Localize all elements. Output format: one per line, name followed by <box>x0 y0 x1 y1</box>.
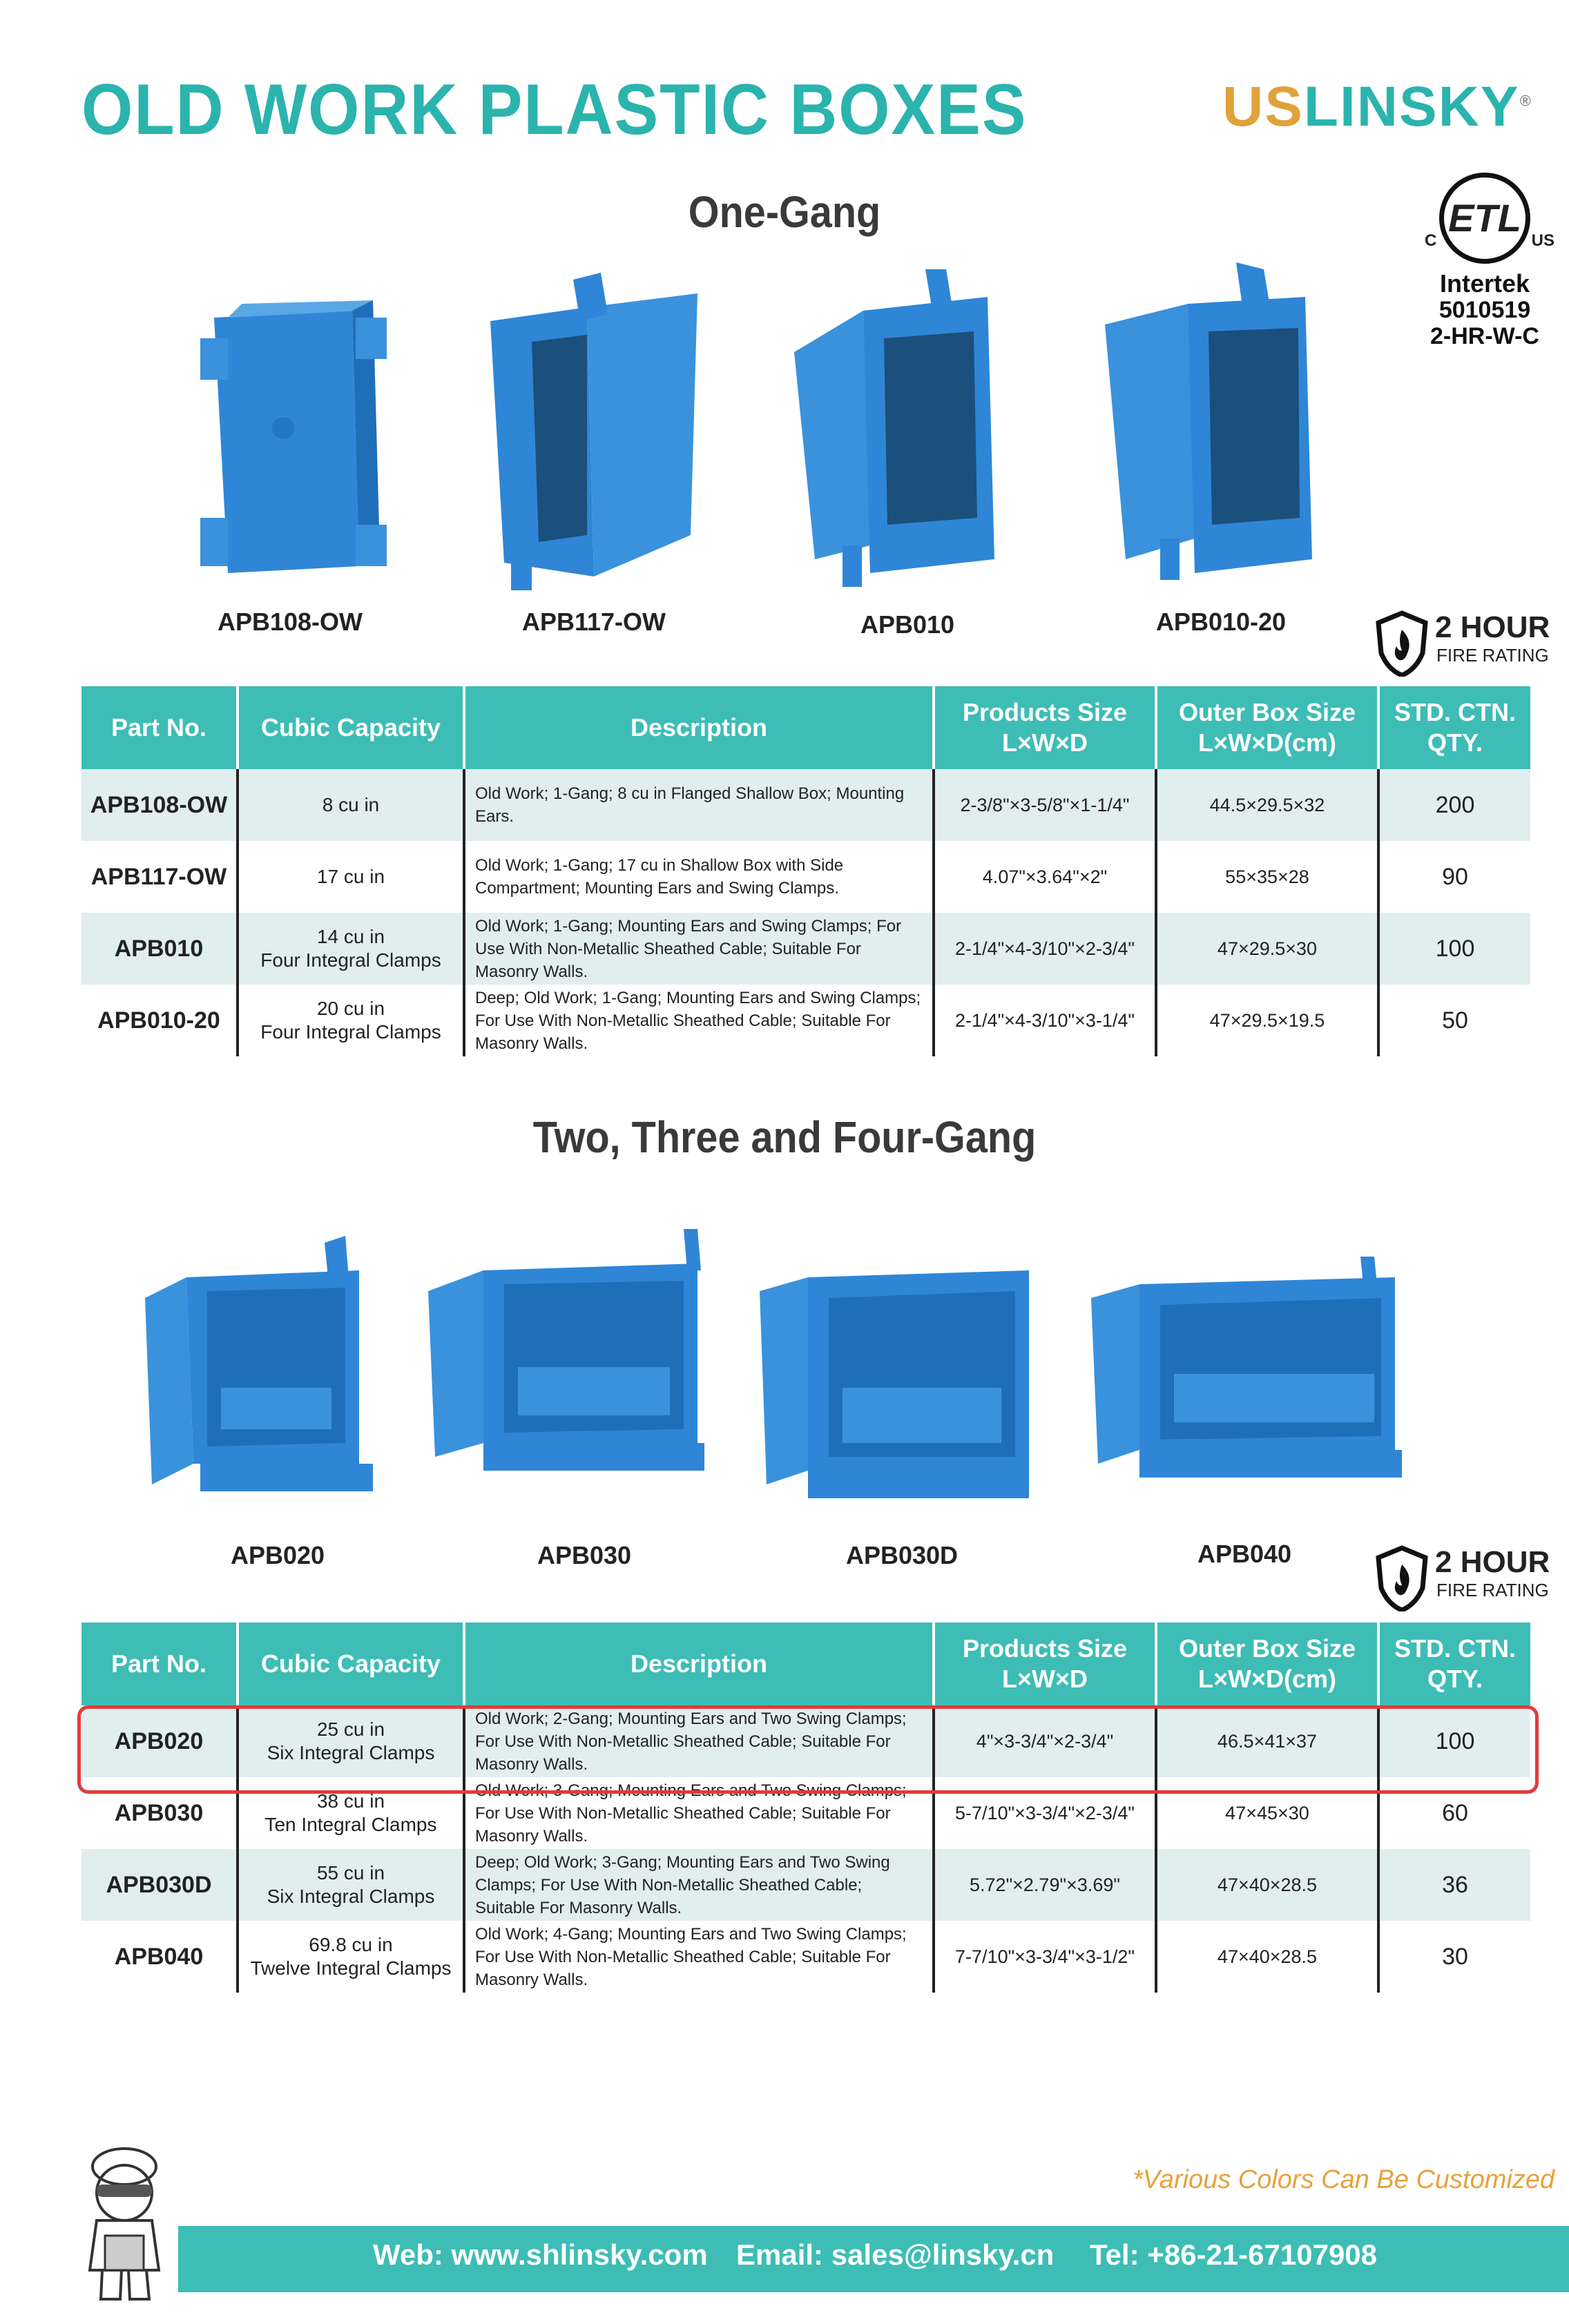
product-image-apb040 <box>1084 1257 1409 1505</box>
table-row: APB117-OW 17 cu in Old Work; 1-Gang; 17 cu in Shallow Box with Side Compartment; Mounting Ears and Swing Clamps. 4.07"×3.64"×2" 55×35×28 90 <box>81 841 1530 913</box>
table-row: APB010-20 20 cu in Four Integral Clamps Deep; Old Work; 1-Gang; Mounting Ears and Swing Clamps; For Use With Non-Metallic Sheathed Cable; Suitable For Masonry Walls. 2-1/4"×4-3/10"×3-1/4" 47×29.5×19.5 50 <box>81 985 1530 1056</box>
table-row: APB010 14 cu in Four Integral Clamps Old Work; 1-Gang; Mounting Ears and Swing Clamps; For Use With Non-Metallic Sheathed Cable; Suitable For Masonry Walls. 2-1/4"×4-3/10"×2-3/4" 47×29.5×30 100 <box>81 913 1530 985</box>
footer-web-link[interactable]: Web: www.shlinsky.com <box>373 2238 708 2271</box>
multi-gang-spec-table <box>81 1623 1530 1993</box>
product-image-apb030d <box>753 1250 1043 1526</box>
product-image-apb030 <box>421 1229 711 1505</box>
col-cubic-capacity: Cubic Capacity <box>238 1623 464 1705</box>
fire-shield-icon <box>1374 1545 1430 1611</box>
col-products-size: Products Size L×W×D <box>934 1623 1156 1705</box>
product-label: APB020 <box>230 1541 325 1569</box>
product-label: APB010-20 <box>1155 608 1287 636</box>
table-row: APB030D 55 cu in Six Integral Clamps Deep; Old Work; 3-Gang; Mounting Ears and Two Swing Clamps; For Use With Non-Metallic Sheathed Cable; Suitable For Masonry Walls. 5.72"×2.79"×3.69" 47×40×28.5 36 <box>81 1849 1530 1921</box>
col-outer-box-size: Outer Box Size L×W×D(cm) <box>1156 686 1378 769</box>
col-std-ctn-qty: STD. CTN. QTY. <box>1378 686 1530 769</box>
fire-rating-badge: 2 HOUR FIRE RATING <box>1374 610 1554 679</box>
fire-rating-badge: 2 HOUR FIRE RATING <box>1374 1545 1554 1614</box>
product-image-apb108-ow <box>186 290 394 594</box>
fire-shield-icon <box>1374 610 1430 677</box>
customization-note: *Various Colors Can Be Customized <box>1133 2165 1555 2194</box>
product-image-apb010 <box>787 269 1015 594</box>
table-header-row <box>81 1623 1530 1705</box>
product-label: APB030 <box>537 1541 632 1569</box>
product-image-apb117-ow <box>483 273 704 597</box>
one-gang-spec-table <box>81 686 1530 1056</box>
section-title-one-gang: One-Gang <box>688 187 881 237</box>
product-label: APB108-OW <box>217 608 363 636</box>
product-label: APB117-OW <box>521 608 666 636</box>
etl-logo-icon: ETL C US <box>1439 173 1530 264</box>
table-row: APB030 38 cu in Ten Integral Clamps Old Work; 3-Gang; Mounting Ears and Two Swing Clamps; For Use With Non-Metallic Sheathed Cable; Suitable For Masonry Walls. 5-7/10"×3-3/4"×2-3/4" 47×45×30 60 <box>81 1777 1530 1849</box>
footer-email-link[interactable]: Email: sales@linsky.cn <box>736 2238 1055 2271</box>
mascot-worker-icon <box>69 2139 180 2306</box>
product-image-apb020 <box>138 1236 373 1519</box>
brand-logo: USLINSKY® <box>1222 75 1532 138</box>
col-description: Description <box>464 1623 934 1705</box>
page-title: OLD WORK PLASTIC BOXES <box>81 70 1028 150</box>
table-header-row <box>81 686 1530 769</box>
cert-lab: Intertek <box>1439 269 1530 298</box>
product-label: APB030D <box>845 1541 959 1569</box>
table-row: APB020 25 cu in Six Integral Clamps Old Work; 2-Gang; Mounting Ears and Two Swing Clamps; For Use With Non-Metallic Sheathed Cable; Suitable For Masonry Walls. 4"×3-3/4"×2-3/4" 46.5×41×37 100 <box>81 1705 1530 1777</box>
col-description: Description <box>464 686 934 769</box>
table-row: APB040 69.8 cu in Twelve Integral Clamps Old Work; 4-Gang; Mounting Ears and Two Swing Clamps; For Use With Non-Metallic Sheathed Cable; Suitable For Masonry Walls. 7-7/10"×3-3/4"×3-1/2" 47×40×28.5 30 <box>81 1921 1530 1993</box>
table-row: APB108-OW 8 cu in Old Work; 1-Gang; 8 cu in Flanged Shallow Box; Mounting Ears. 2-3/8"×3-5/8"×1-1/4" 44.5×29.5×32 200 <box>81 769 1530 841</box>
col-part-no: Part No. <box>81 686 238 769</box>
highlight-box <box>77 1705 1539 1794</box>
col-products-size: Products Size L×W×D <box>934 686 1156 769</box>
col-part-no: Part No. <box>81 1623 238 1705</box>
cert-number: 5010519 <box>1438 297 1531 323</box>
footer-tel: Tel: +86-21-67107908 <box>1090 2238 1378 2271</box>
col-cubic-capacity: Cubic Capacity <box>238 686 464 769</box>
col-std-ctn-qty: STD. CTN. QTY. <box>1378 1623 1530 1705</box>
section-title-multi-gang: Two, Three and Four-Gang <box>532 1112 1037 1162</box>
product-image-apb010-20 <box>1098 262 1326 594</box>
product-label: APB040 <box>1197 1540 1292 1568</box>
col-outer-box-size: Outer Box Size L×W×D(cm) <box>1156 1623 1378 1705</box>
footer-contact-bar <box>178 2226 1569 2292</box>
cert-code: 2-HR-W-C <box>1430 323 1539 349</box>
product-label: APB010 <box>860 610 955 639</box>
